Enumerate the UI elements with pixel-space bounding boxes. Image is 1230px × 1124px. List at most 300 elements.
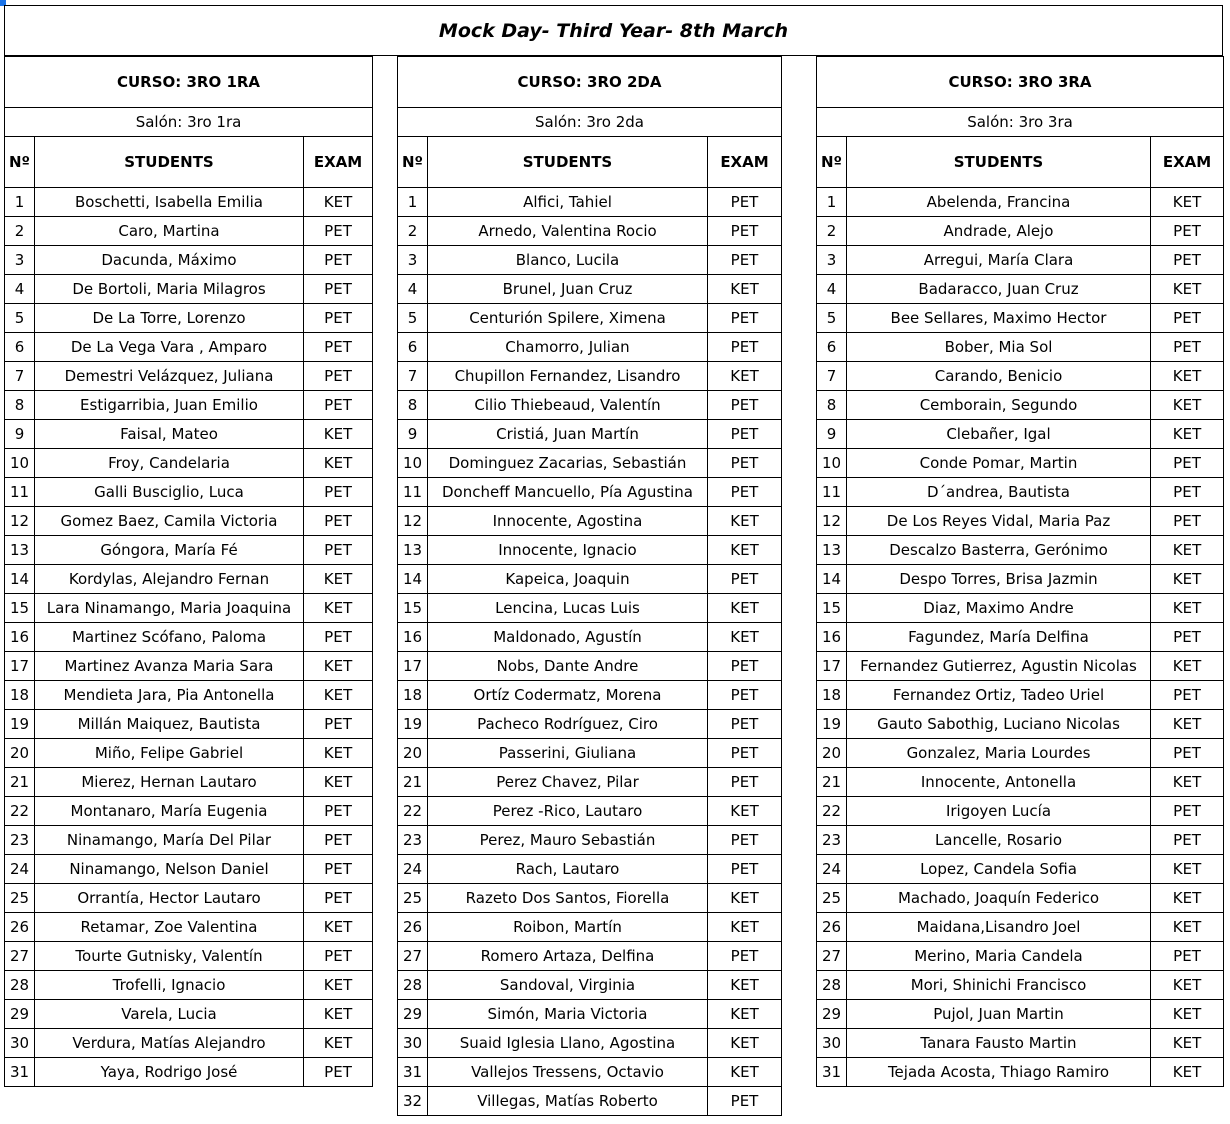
exam-type: PET	[304, 855, 373, 884]
student-name: Galli Busciglio, Luca	[35, 478, 304, 507]
row-number: 8	[817, 391, 847, 420]
student-name: Cemborain, Segundo	[847, 391, 1151, 420]
student-name: Faisal, Mateo	[35, 420, 304, 449]
row-number: 3	[398, 246, 428, 275]
table-row	[817, 1000, 1224, 1029]
student-name: De Bortoli, Maria Milagros	[35, 275, 304, 304]
row-number: 31	[817, 1058, 847, 1087]
exam-type: KET	[1151, 710, 1224, 739]
exam-type: PET	[708, 333, 782, 362]
exam-type: PET	[304, 304, 373, 333]
row-number: 8	[398, 391, 428, 420]
exam-type: KET	[1151, 420, 1224, 449]
table-row	[398, 449, 782, 478]
exam-type: KET	[708, 1058, 782, 1087]
exam-type: KET	[1151, 855, 1224, 884]
student-name: Estigarribia, Juan Emilio	[35, 391, 304, 420]
exam-type: PET	[1151, 623, 1224, 652]
exam-type: KET	[1151, 884, 1224, 913]
row-number: 27	[398, 942, 428, 971]
table-row	[5, 188, 373, 217]
row-number: 23	[398, 826, 428, 855]
exam-type: PET	[1151, 942, 1224, 971]
exam-type: PET	[1151, 681, 1224, 710]
student-name: Orrantía, Hector Lautaro	[35, 884, 304, 913]
row-number: 4	[398, 275, 428, 304]
student-name: Centurión Spilere, Ximena	[428, 304, 708, 333]
exam-type: KET	[1151, 536, 1224, 565]
table-row	[398, 594, 782, 623]
row-number: 5	[398, 304, 428, 333]
table-row	[817, 246, 1224, 275]
exam-type: PET	[1151, 826, 1224, 855]
student-name: Cristiá, Juan Martín	[428, 420, 708, 449]
exam-type: PET	[304, 797, 373, 826]
row-number: 18	[398, 681, 428, 710]
table-row	[817, 275, 1224, 304]
curso-header: CURSO: 3RO 3RA	[817, 57, 1224, 108]
row-number: 30	[398, 1029, 428, 1058]
exam-type: KET	[708, 884, 782, 913]
student-name: Retamar, Zoe Valentina	[35, 913, 304, 942]
row-number: 19	[398, 710, 428, 739]
row-number: 29	[398, 1000, 428, 1029]
student-name: Góngora, María Fé	[35, 536, 304, 565]
row-number: 31	[5, 1058, 35, 1087]
student-name: De La Vega Vara , Amparo	[35, 333, 304, 362]
table-row	[5, 304, 373, 333]
student-name: De La Torre, Lorenzo	[35, 304, 304, 333]
exam-type: PET	[708, 449, 782, 478]
exam-type: KET	[1151, 913, 1224, 942]
row-number: 13	[398, 536, 428, 565]
exam-type: KET	[304, 449, 373, 478]
exam-type: PET	[1151, 449, 1224, 478]
row-number: 5	[5, 304, 35, 333]
row-number: 6	[817, 333, 847, 362]
table-row	[398, 913, 782, 942]
col-header-num: Nº	[817, 137, 847, 188]
table-row	[817, 1029, 1224, 1058]
table-row	[5, 942, 373, 971]
student-name: Fagundez, María Delfina	[847, 623, 1151, 652]
row-number: 2	[398, 217, 428, 246]
table-row	[398, 188, 782, 217]
row-number: 27	[817, 942, 847, 971]
row-number: 28	[398, 971, 428, 1000]
row-number: 26	[398, 913, 428, 942]
student-name: Ortíz Codermatz, Morena	[428, 681, 708, 710]
table-row	[398, 652, 782, 681]
row-number: 22	[5, 797, 35, 826]
table-row	[5, 855, 373, 884]
exam-type: KET	[1151, 1000, 1224, 1029]
row-number: 28	[5, 971, 35, 1000]
student-name: Gomez Baez, Camila Victoria	[35, 507, 304, 536]
exam-type: PET	[304, 536, 373, 565]
exam-type: PET	[708, 391, 782, 420]
col-header-exam: EXAM	[1151, 137, 1224, 188]
row-number: 24	[817, 855, 847, 884]
student-name: Rach, Lautaro	[428, 855, 708, 884]
row-number: 17	[398, 652, 428, 681]
table-row	[5, 1029, 373, 1058]
student-name: Mori, Shinichi Francisco	[847, 971, 1151, 1000]
table-row	[817, 768, 1224, 797]
student-name: Innocente, Ignacio	[428, 536, 708, 565]
row-number: 4	[817, 275, 847, 304]
student-name: D´andrea, Bautista	[847, 478, 1151, 507]
exam-type: KET	[1151, 1058, 1224, 1087]
row-number: 19	[5, 710, 35, 739]
row-number: 15	[5, 594, 35, 623]
row-number: 8	[5, 391, 35, 420]
exam-type: PET	[304, 1058, 373, 1087]
table-row	[817, 942, 1224, 971]
table-row	[398, 333, 782, 362]
row-number: 30	[5, 1029, 35, 1058]
student-name: Mierez, Hernan Lautaro	[35, 768, 304, 797]
student-name: Kordylas, Alejandro Fernan	[35, 565, 304, 594]
table-row	[5, 913, 373, 942]
student-name: Trofelli, Ignacio	[35, 971, 304, 1000]
row-number: 14	[398, 565, 428, 594]
row-number: 24	[5, 855, 35, 884]
row-number: 21	[5, 768, 35, 797]
table-row	[5, 536, 373, 565]
student-name: Conde Pomar, Martin	[847, 449, 1151, 478]
table-row	[5, 391, 373, 420]
student-name: Romero Artaza, Delfina	[428, 942, 708, 971]
exam-type: KET	[1151, 768, 1224, 797]
table-row	[398, 623, 782, 652]
student-name: Pacheco Rodríguez, Ciro	[428, 710, 708, 739]
table-row	[817, 652, 1224, 681]
row-number: 19	[817, 710, 847, 739]
student-name: Chamorro, Julian	[428, 333, 708, 362]
student-name: Sandoval, Virginia	[428, 971, 708, 1000]
exam-type: PET	[708, 826, 782, 855]
salon-label: Salón: 3ro 3ra	[817, 108, 1224, 137]
student-name: Perez Chavez, Pilar	[428, 768, 708, 797]
exam-type: PET	[708, 855, 782, 884]
student-name: Varela, Lucia	[35, 1000, 304, 1029]
exam-type: PET	[1151, 246, 1224, 275]
exam-type: PET	[304, 507, 373, 536]
row-number: 16	[817, 623, 847, 652]
exam-type: PET	[708, 942, 782, 971]
row-number: 23	[817, 826, 847, 855]
row-number: 13	[817, 536, 847, 565]
table-row	[817, 420, 1224, 449]
row-number: 17	[817, 652, 847, 681]
row-number: 15	[398, 594, 428, 623]
exam-type: KET	[708, 275, 782, 304]
col-header-exam: EXAM	[304, 137, 373, 188]
row-number: 26	[817, 913, 847, 942]
exam-type: KET	[304, 420, 373, 449]
row-number: 2	[817, 217, 847, 246]
student-name: Arnedo, Valentina Rocio	[428, 217, 708, 246]
exam-type: KET	[1151, 1029, 1224, 1058]
row-number: 15	[817, 594, 847, 623]
exam-type: PET	[304, 275, 373, 304]
student-name: Lancelle, Rosario	[847, 826, 1151, 855]
table-row	[5, 768, 373, 797]
table-row	[817, 797, 1224, 826]
row-number: 32	[398, 1087, 428, 1116]
table-row	[5, 797, 373, 826]
row-number: 3	[817, 246, 847, 275]
exam-type: KET	[708, 797, 782, 826]
table-row	[398, 826, 782, 855]
student-name: Vallejos Tressens, Octavio	[428, 1058, 708, 1087]
exam-type: PET	[304, 246, 373, 275]
row-number: 20	[398, 739, 428, 768]
curso-header: CURSO: 3RO 2DA	[398, 57, 782, 108]
row-number: 13	[5, 536, 35, 565]
student-name: Badaracco, Juan Cruz	[847, 275, 1151, 304]
table-row	[5, 681, 373, 710]
exam-type: KET	[708, 971, 782, 1000]
exam-type: PET	[708, 768, 782, 797]
table-row	[817, 362, 1224, 391]
table-row	[817, 826, 1224, 855]
student-name: Boschetti, Isabella Emilia	[35, 188, 304, 217]
student-name: Demestri Velázquez, Juliana	[35, 362, 304, 391]
row-number: 3	[5, 246, 35, 275]
student-name: Arregui, María Clara	[847, 246, 1151, 275]
row-number: 10	[398, 449, 428, 478]
row-number: 9	[817, 420, 847, 449]
student-name: Innocente, Agostina	[428, 507, 708, 536]
row-number: 20	[5, 739, 35, 768]
student-name: Andrade, Alejo	[847, 217, 1151, 246]
row-number: 1	[817, 188, 847, 217]
salon-label: Salón: 3ro 1ra	[5, 108, 373, 137]
student-name: Montanaro, María Eugenia	[35, 797, 304, 826]
student-name: Kapeica, Joaquin	[428, 565, 708, 594]
table-row	[817, 217, 1224, 246]
student-name: Fernandez Ortiz, Tadeo Uriel	[847, 681, 1151, 710]
exam-type: KET	[1151, 652, 1224, 681]
student-name: Bee Sellares, Maximo Hector	[847, 304, 1151, 333]
row-number: 24	[398, 855, 428, 884]
row-number: 16	[5, 623, 35, 652]
student-name: Villegas, Matías Roberto	[428, 1087, 708, 1116]
student-name: Simón, Maria Victoria	[428, 1000, 708, 1029]
student-name: Doncheff Mancuello, Pía Agustina	[428, 478, 708, 507]
student-name: Descalzo Basterra, Gerónimo	[847, 536, 1151, 565]
student-name: Gauto Sabothig, Luciano Nicolas	[847, 710, 1151, 739]
row-number: 27	[5, 942, 35, 971]
student-name: Roibon, Martín	[428, 913, 708, 942]
row-number: 6	[398, 333, 428, 362]
table-row	[817, 884, 1224, 913]
row-number: 29	[817, 1000, 847, 1029]
row-number: 14	[817, 565, 847, 594]
col-header-exam: EXAM	[708, 137, 782, 188]
group-table-3ro-1ra	[4, 56, 373, 1087]
curso-header: CURSO: 3RO 1RA	[5, 57, 373, 108]
exam-type: PET	[708, 739, 782, 768]
table-row	[817, 333, 1224, 362]
table-row	[398, 739, 782, 768]
table-row	[817, 623, 1224, 652]
student-name: Verdura, Matías Alejandro	[35, 1029, 304, 1058]
exam-type: KET	[304, 1000, 373, 1029]
student-name: Carando, Benicio	[847, 362, 1151, 391]
table-row	[817, 1058, 1224, 1087]
student-name: Gonzalez, Maria Lourdes	[847, 739, 1151, 768]
row-number: 7	[398, 362, 428, 391]
exam-type: KET	[708, 536, 782, 565]
row-number: 18	[817, 681, 847, 710]
table-row	[398, 1087, 782, 1116]
table-row	[398, 478, 782, 507]
student-name: Tejada Acosta, Thiago Ramiro	[847, 1058, 1151, 1087]
table-row	[5, 449, 373, 478]
table-row	[817, 565, 1224, 594]
table-row	[398, 855, 782, 884]
exam-type: KET	[304, 971, 373, 1000]
exam-type: KET	[708, 1029, 782, 1058]
student-name: Clebañer, Igal	[847, 420, 1151, 449]
table-row	[398, 420, 782, 449]
exam-type: KET	[708, 1000, 782, 1029]
table-row	[398, 681, 782, 710]
exam-type: KET	[304, 1029, 373, 1058]
exam-type: KET	[708, 623, 782, 652]
table-row	[398, 768, 782, 797]
exam-type: KET	[304, 768, 373, 797]
student-name: Suaid Iglesia Llano, Agostina	[428, 1029, 708, 1058]
table-row	[398, 565, 782, 594]
table-row	[817, 681, 1224, 710]
student-name: Martinez Avanza Maria Sara	[35, 652, 304, 681]
table-row	[817, 391, 1224, 420]
row-number: 26	[5, 913, 35, 942]
table-row	[398, 304, 782, 333]
table-row	[5, 739, 373, 768]
student-name: Perez -Rico, Lautaro	[428, 797, 708, 826]
exam-type: PET	[1151, 507, 1224, 536]
table-row	[5, 333, 373, 362]
group-table-3ro-2da	[397, 56, 782, 1116]
table-row	[817, 710, 1224, 739]
row-number: 22	[398, 797, 428, 826]
exam-type: PET	[708, 304, 782, 333]
table-row	[5, 507, 373, 536]
group-table-3ro-3ra	[816, 56, 1224, 1087]
exam-type: KET	[304, 913, 373, 942]
row-number: 16	[398, 623, 428, 652]
table-row	[5, 275, 373, 304]
student-name: Lencina, Lucas Luis	[428, 594, 708, 623]
col-header-num: Nº	[398, 137, 428, 188]
exam-type: PET	[1151, 217, 1224, 246]
exam-type: KET	[1151, 565, 1224, 594]
exam-type: KET	[304, 594, 373, 623]
exam-type: PET	[1151, 797, 1224, 826]
student-name: Mendieta Jara, Pia Antonella	[35, 681, 304, 710]
student-name: Lopez, Candela Sofia	[847, 855, 1151, 884]
table-row	[5, 217, 373, 246]
row-number: 28	[817, 971, 847, 1000]
exam-type: PET	[304, 826, 373, 855]
table-row	[398, 1058, 782, 1087]
exam-type: KET	[708, 362, 782, 391]
table-row	[5, 362, 373, 391]
table-row	[817, 971, 1224, 1000]
student-name: Chupillon Fernandez, Lisandro	[428, 362, 708, 391]
col-header-students: STUDENTS	[847, 137, 1151, 188]
student-name: Froy, Candelaria	[35, 449, 304, 478]
table-row	[5, 594, 373, 623]
row-number: 25	[5, 884, 35, 913]
table-row	[5, 1000, 373, 1029]
student-name: Merino, Maria Candela	[847, 942, 1151, 971]
row-number: 31	[398, 1058, 428, 1087]
student-name: Blanco, Lucila	[428, 246, 708, 275]
student-name: Lara Ninamango, Maria Joaquina	[35, 594, 304, 623]
table-row	[5, 565, 373, 594]
exam-type: PET	[304, 623, 373, 652]
exam-type: PET	[708, 565, 782, 594]
row-number: 1	[5, 188, 35, 217]
exam-type: KET	[1151, 275, 1224, 304]
row-number: 11	[5, 478, 35, 507]
exam-type: PET	[304, 333, 373, 362]
student-name: Fernandez Gutierrez, Agustin Nicolas	[847, 652, 1151, 681]
exam-type: PET	[1151, 739, 1224, 768]
row-number: 25	[817, 884, 847, 913]
exam-type: KET	[304, 188, 373, 217]
table-row	[817, 855, 1224, 884]
col-header-num: Nº	[5, 137, 35, 188]
student-name: Maidana,Lisandro Joel	[847, 913, 1151, 942]
exam-type: PET	[708, 217, 782, 246]
row-number: 10	[5, 449, 35, 478]
student-name: Razeto Dos Santos, Fiorella	[428, 884, 708, 913]
row-number: 11	[398, 478, 428, 507]
row-number: 18	[5, 681, 35, 710]
exam-type: KET	[304, 681, 373, 710]
table-row	[817, 739, 1224, 768]
table-row	[5, 826, 373, 855]
exam-type: PET	[304, 884, 373, 913]
row-number: 21	[817, 768, 847, 797]
table-row	[398, 942, 782, 971]
table-row	[817, 913, 1224, 942]
table-row	[5, 478, 373, 507]
student-name: Ninamango, Nelson Daniel	[35, 855, 304, 884]
student-name: Miño, Felipe Gabriel	[35, 739, 304, 768]
row-number: 14	[5, 565, 35, 594]
exam-type: KET	[304, 739, 373, 768]
student-name: Yaya, Rodrigo José	[35, 1058, 304, 1087]
row-number: 10	[817, 449, 847, 478]
table-row	[5, 971, 373, 1000]
table-row	[398, 1000, 782, 1029]
student-name: Abelenda, Francina	[847, 188, 1151, 217]
table-row	[817, 188, 1224, 217]
exam-type: KET	[1151, 362, 1224, 391]
table-row	[398, 275, 782, 304]
sheet-title: Mock Day- Third Year- 8th March	[4, 5, 1223, 56]
table-row	[398, 507, 782, 536]
table-row	[817, 304, 1224, 333]
